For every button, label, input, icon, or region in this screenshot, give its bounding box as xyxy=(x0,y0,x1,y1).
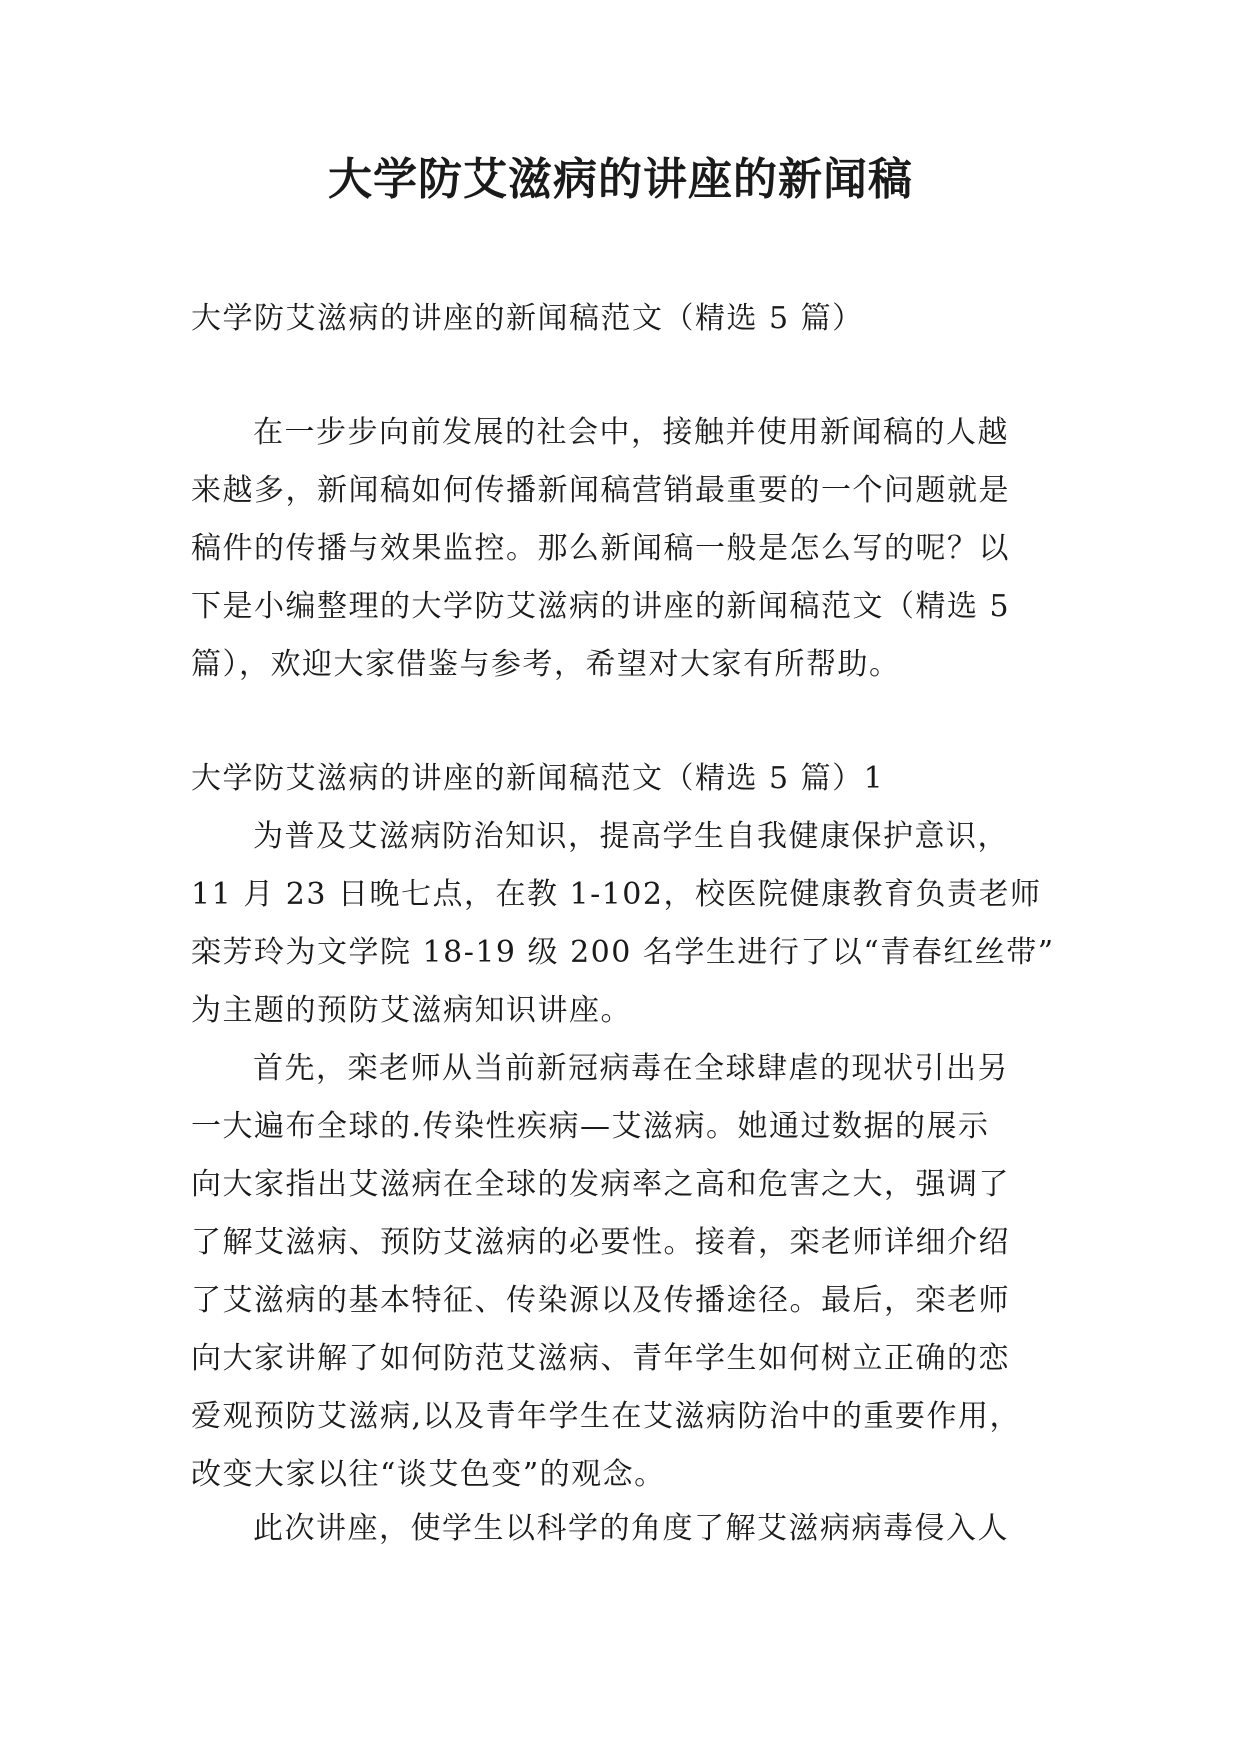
section-heading: 大学防艾滋病的讲座的新闻稿范文（精选 5 篇）1 xyxy=(191,761,885,796)
paragraph-line: 为普及艾滋病防治知识，提高学生自我健康保护意识， xyxy=(253,819,1009,854)
paragraph-line: 栾芳玲为文学院 18-19 级 200 名学生进行了以“青春红丝带” xyxy=(191,935,1055,970)
paragraph-line: 向大家指出艾滋病在全球的发病率之高和危害之大，强调了 xyxy=(191,1167,1010,1202)
paragraph-line: 了解艾滋病、预防艾滋病的必要性。接着，栾老师详细介绍 xyxy=(191,1225,1010,1260)
intro-line: 下是小编整理的大学防艾滋病的讲座的新闻稿范文（精选 5 xyxy=(191,589,1011,624)
paragraph-line: 改变大家以往“谈艾色变”的观念。 xyxy=(191,1457,666,1492)
intro-line: 篇），欢迎大家借鉴与参考，希望对大家有所帮助。 xyxy=(191,647,901,682)
document-subtitle: 大学防艾滋病的讲座的新闻稿范文（精选 5 篇） xyxy=(191,301,864,336)
paragraph-line: 爱观预防艾滋病,以及青年学生在艾滋病防治中的重要作用， xyxy=(191,1399,1022,1434)
intro-line: 在一步步向前发展的社会中，接触并使用新闻稿的人越 xyxy=(253,415,1009,450)
paragraph-line: 为主题的预防艾滋病知识讲座。 xyxy=(191,993,632,1028)
paragraph-2 xyxy=(191,1040,1051,1504)
paragraph-line: 向大家讲解了如何防范艾滋病、青年学生如何树立正确的恋 xyxy=(191,1341,1010,1376)
paragraph-1 xyxy=(191,808,1055,1040)
paragraph-line: 此次讲座，使学生以科学的角度了解艾滋病病毒侵入人 xyxy=(253,1511,1009,1546)
paragraph-line: 11 月 23 日晚七点，在教 1-102，校医院健康教育负责老师 xyxy=(191,877,1042,912)
intro-line: 稿件的传播与效果监控。那么新闻稿一般是怎么写的呢？以 xyxy=(191,531,1010,566)
intro-paragraph xyxy=(191,404,1051,694)
intro-line: 来越多，新闻稿如何传播新闻稿营销最重要的一个问题就是 xyxy=(191,473,1010,508)
paragraph-3 xyxy=(191,1500,1051,1558)
paragraph-line: 一大遍布全球的.传染性疾病—艾滋病。她通过数据的展示 xyxy=(191,1109,990,1144)
paragraph-line: 首先，栾老师从当前新冠病毒在全球肆虐的现状引出另 xyxy=(253,1051,1009,1086)
page-title: 大学防艾滋病的讲座的新闻稿 xyxy=(328,154,913,205)
paragraph-line: 了艾滋病的基本特征、传染源以及传播途径。最后，栾老师 xyxy=(191,1283,1010,1318)
